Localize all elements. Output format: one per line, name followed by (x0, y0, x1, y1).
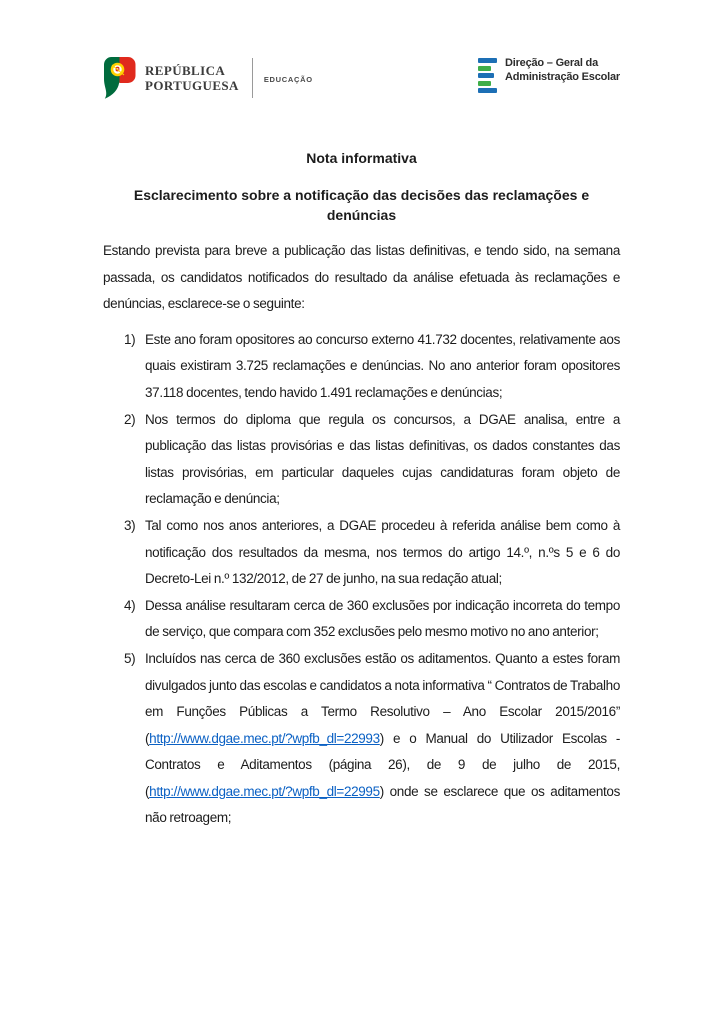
republica-portuguesa-logo (103, 56, 313, 100)
intro-paragraph: Estando prevista para breve a publicação das listas definitivas, e tendo sido, na semana passada, os candidatos notificados do resultado da análise efetuada às reclamações e denúncias, esclarece-se o seguinte: (103, 243, 620, 312)
list-item-text: Nos termos do diploma que regula os concursos, a DGAE analisa, entre a publicação das listas provisórias e das listas definitivas, os dados constantes das listas provisórias, em particular daqueles cujas candidaturas foram objeto de reclamação e denúncia; (145, 411, 620, 507)
list-item (103, 407, 620, 513)
list-item-number: 1) (124, 331, 136, 347)
dgae-logo-line1: Direção – Geral da (504, 57, 598, 69)
hyperlink[interactable]: http://www.dgae.mec.pt/?wpfb_dl=22995 (149, 783, 380, 799)
dgae-wordmark (505, 57, 620, 84)
list-item-text: Dessa análise resultaram cerca de 360 exclusões por indicação incorreta do tempo de serviço, que compara com 352 exclusões pelo mesmo motivo no ano anterior; (145, 597, 620, 640)
list-item-number: 5) (124, 650, 136, 666)
dgae-icon-bar (478, 81, 491, 86)
gov-logo-line2: PORTUGUESA (145, 78, 239, 93)
list-item (103, 327, 620, 407)
ministry-label: EDUCAÇÃO (263, 74, 313, 84)
numbered-list (103, 327, 620, 832)
dgae-icon-bar (478, 73, 494, 78)
portugal-flag-icon (103, 56, 136, 100)
republica-portuguesa-wordmark (145, 63, 239, 94)
document-header (103, 56, 620, 102)
dgae-e-icon (478, 58, 497, 93)
list-item (103, 593, 620, 646)
list-item (103, 646, 620, 832)
list-item-text: Tal como nos anos anteriores, a DGAE procedeu à referida análise bem como à notificação dos resultados da mesma, nos termos do artigo 14.º, n.ºs 5 e 6 do Decreto-Lei n.º 132/2012, de 27 de junho, na sua redação atual; (145, 517, 620, 587)
dgae-logo-line2: Administração Escolar (504, 70, 620, 83)
hyperlink[interactable]: http://www.dgae.mec.pt/?wpfb_dl=22993 (149, 730, 380, 746)
list-item-number: 2) (124, 411, 136, 427)
page-subtitle: Esclarecimento sobre a notificação das decisões das reclamações e denúncias (133, 187, 590, 223)
dgae-icon-bar (478, 88, 497, 93)
list-item-number: 4) (124, 597, 136, 613)
list-item (103, 513, 620, 593)
page-title: Nota informativa (306, 150, 417, 166)
gov-logo-line1: REPÚBLICA (145, 62, 226, 78)
dgae-icon-bar (478, 58, 497, 63)
list-item-text: Este ano foram opositores ao concurso externo 41.732 docentes, relativamente aos quais existiram 3.725 reclamações e denúncias. No ano anterior foram opositores 37.118 docentes, tendo havido 1.491 reclamações e denúncias; (145, 331, 620, 400)
list-item-text: Incluídos nas cerca de 360 exclusões estão os aditamentos. Quanto a estes foram divulgados junto das escolas e candidatos a nota informativa “ Contratos de Trabalho em Funções Públicas a Termo Resolutivo – Ano Escolar 2015/2016” (http://www.dgae.mec.pt/?wpfb_dl=22993) e o Manual do Utilizador Escolas - Contratos e Aditamentos (página 26), de 9 de julho de 2015, (http://www.dgae.mec.pt/?wpfb_dl=22995) onde se esclarece que os aditamentos não retroagem; (145, 650, 620, 826)
dgae-logo (478, 57, 620, 93)
list-item-number: 3) (124, 517, 136, 533)
logo-divider (252, 58, 253, 98)
dgae-icon-bar (478, 66, 491, 71)
